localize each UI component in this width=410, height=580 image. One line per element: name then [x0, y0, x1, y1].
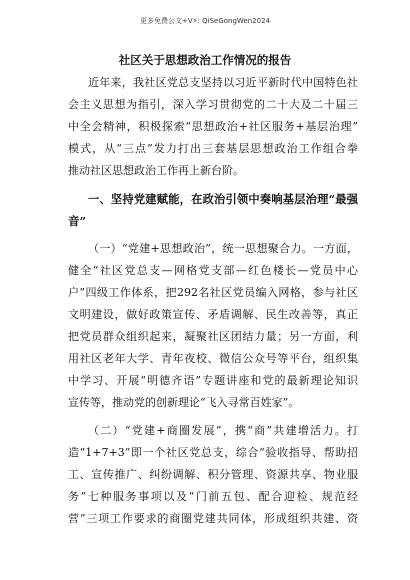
paragraph-line: 中全会精神，积极探索“思想政治+社区服务+基层治理” — [68, 120, 358, 133]
page-header: 更多免费公文+V⚡: QiSeGongWen2024 — [139, 17, 270, 25]
paragraph-line: 中学习、开展“明德齐语”专题讲座和党的最新理论知识 — [68, 374, 358, 387]
paragraph-line: 造“1+7+3”即一个社区党总支，综合“验收指导、帮助招 — [68, 446, 358, 459]
section-heading-line: 一、坚持党建赋能，在政治引领中奏响基层治理“最强 — [88, 192, 358, 206]
paragraph-line: 宣传等，推动党的创新理论“飞入寻常百姓家”。 — [68, 396, 300, 409]
paragraph-line: 务”七种服务事项以及“门前五包、配合迎检、规范经 — [68, 490, 358, 503]
paragraph-line: 户”四级工作体系，把292名社区党员编入网格，参与社区 — [68, 286, 358, 299]
paragraph-line: 推动社区思想政治工作再上新台阶。 — [68, 164, 244, 177]
section-heading-line: 音” — [68, 214, 87, 228]
paragraph-line: 健全“社区党总支—网格党支部—红色楼长—党员中心 — [68, 264, 358, 277]
paragraph-line: 文明建设，做好政策宣传、矛盾调解、民生改善等，真正 — [68, 308, 358, 321]
paragraph-line: 会主义思想为指引，深入学习贯彻党的二十大及二十届三 — [68, 98, 358, 111]
paragraph-line: （二）“党建+商圈发展”，携“商”共建增活力。打 — [88, 424, 358, 437]
paragraph-line: 模式，从“三点”发力打出三套基层思想政治工作组合拳 — [68, 142, 358, 155]
paragraph-line: 把党员群众组织起来，凝聚社区团结力量；另一方面，利 — [68, 330, 358, 343]
document-title: 社区关于思想政治工作情况的报告 — [118, 53, 292, 67]
paragraph-line: 营”三项工作要求的商圈党建共同体，形成组织共建、资 — [68, 512, 358, 525]
paragraph-line: 近年来，我社区党总支坚持以习近平新时代中国特色社 — [88, 76, 358, 89]
paragraph-line: 工、宣传推广、纠纷调解、积分管理、资源共享、物业服 — [68, 468, 358, 481]
paragraph-line: （一）“党建+思想政治”，统一思想聚合力。一方面， — [88, 242, 358, 255]
paragraph-line: 用社区老年大学、青年夜校、微信公众号等平台，组织集 — [68, 352, 358, 365]
